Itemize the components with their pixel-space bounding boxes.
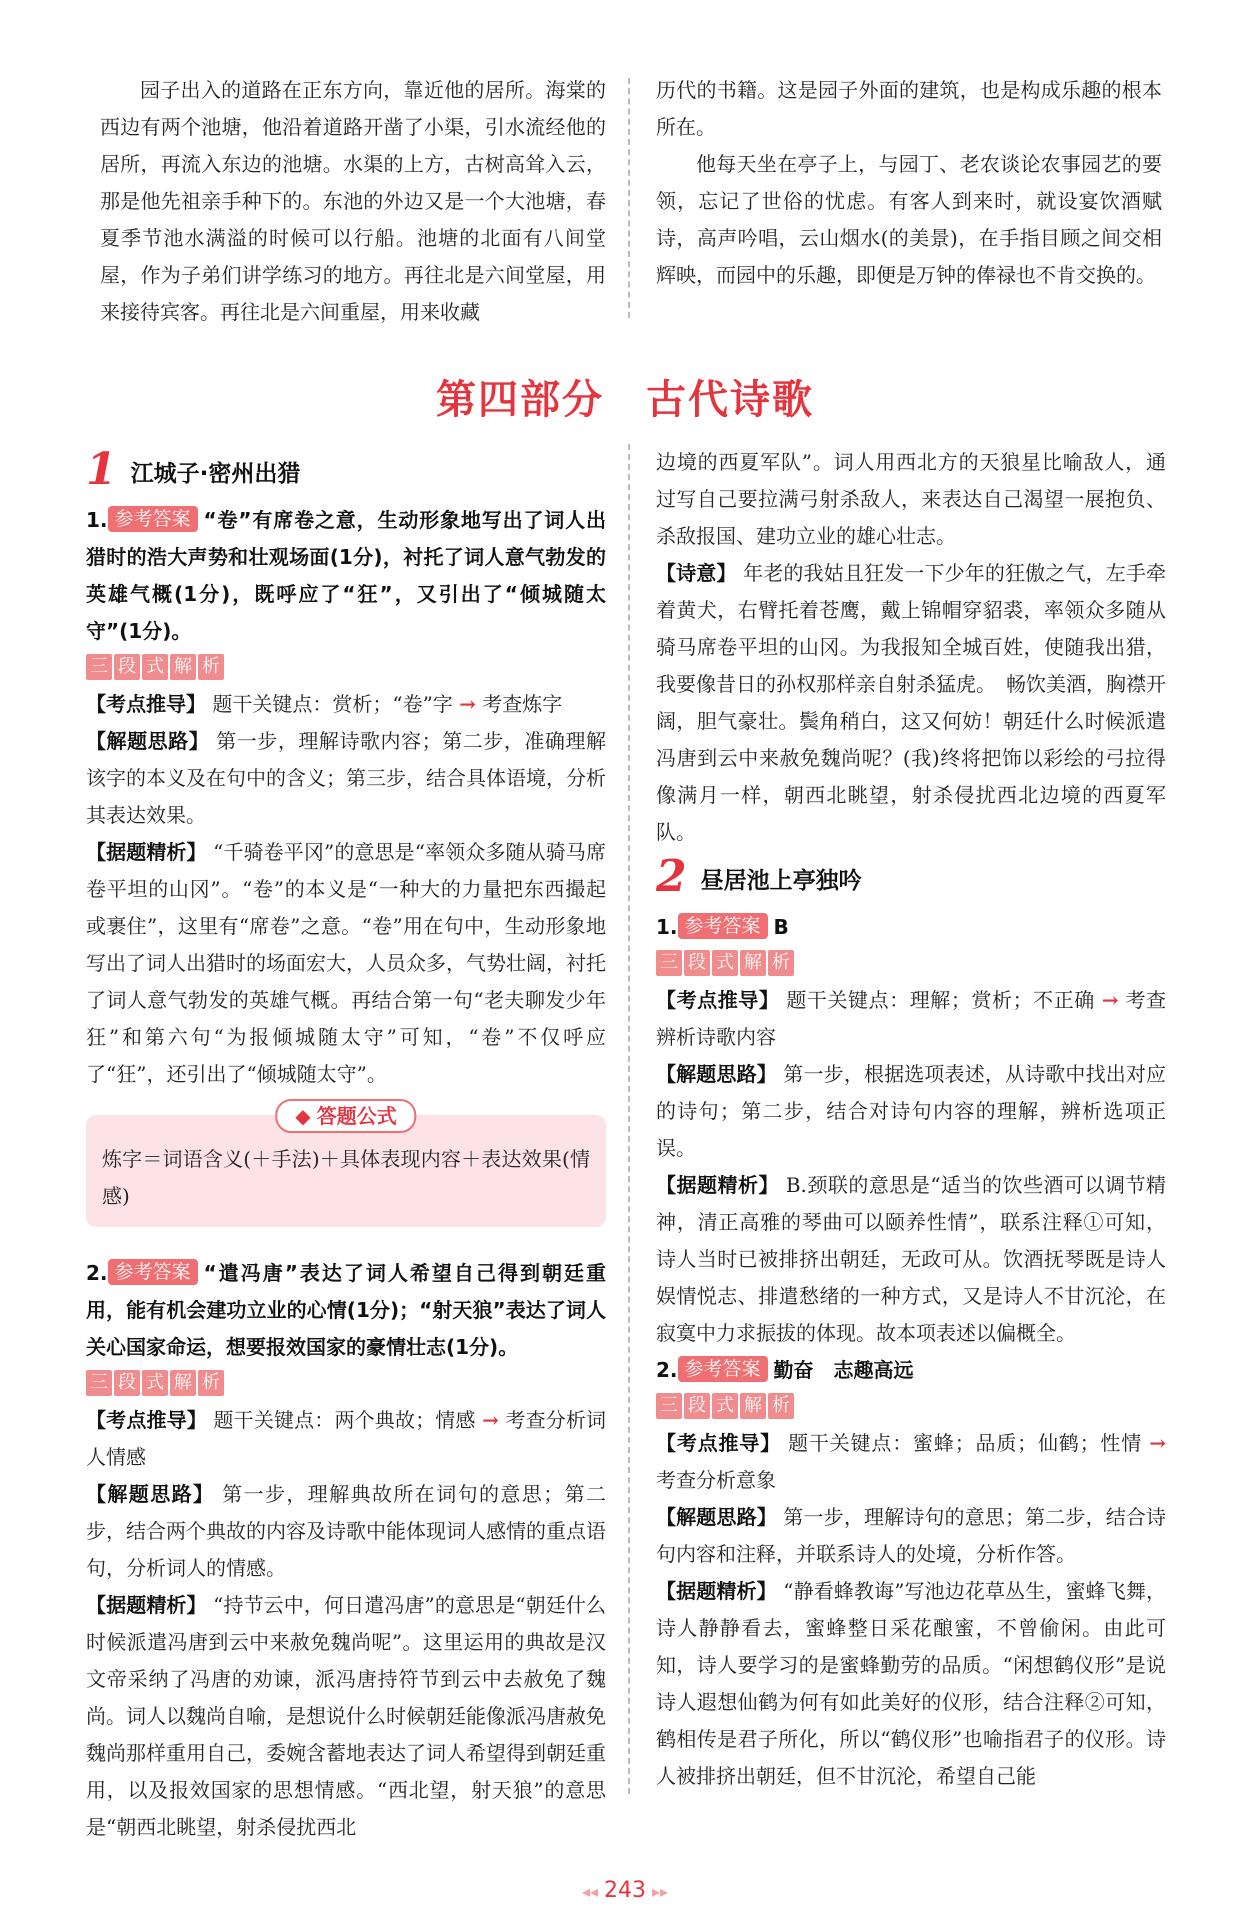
top-right-paragraph-2: 他每天坐在亭子上，与园丁、老农谈论农事园艺的要领，忘记了世俗的忧虑。有客人到来时，就设宴饮酒赋诗，高声吟唱，云山烟水(的美景)，在手指目顾之间交相辉映，而园中的乐趣，即便是万钟的俸禄也不肯交换的。 xyxy=(656,152,1162,287)
kaodian-keypoints: 题干关键点：赏析；“卷”字 xyxy=(212,692,453,716)
s1-q1-answer-text: “卷”有席卷之意，生动形象地写出了词人出猎时的浩大声势和壮观场面(1分)，衬托了词人意气勃发的英雄气概(1分)，既呼应了“狂”，又引出了“倾城随太守”(1分)。 xyxy=(86,508,606,643)
jieti-text: 第一步，理解典故所在词句的意思；第二步，结合两个典故的内容及诗歌中能体现词人感情的重点语句，分析词人的情感。 xyxy=(86,1482,607,1580)
juti-label: 【据题精析】 xyxy=(86,840,207,864)
analysis-badge xyxy=(656,1393,796,1419)
analysis-char: 解 xyxy=(170,654,196,680)
analysis-char: 解 xyxy=(170,1370,196,1396)
s1-q1-juti xyxy=(86,834,606,1093)
arrow-icon: → xyxy=(482,1408,499,1432)
part-title: 第四部分 古代诗歌 xyxy=(436,377,814,423)
top-right-column xyxy=(656,72,1162,294)
arrow-icon: → xyxy=(459,692,476,716)
kaodian-keypoints: 题干关键点：理解；赏析；不正确 xyxy=(786,988,1095,1012)
analysis-char: 三 xyxy=(656,1393,682,1419)
section-1-title: 江城子·密州出猎 xyxy=(130,461,301,487)
analysis-char: 式 xyxy=(712,1393,738,1419)
section-1-number: 1 xyxy=(86,444,117,495)
s1-q2-juti xyxy=(86,1587,606,1846)
juti-label: 【据题精析】 xyxy=(656,1579,777,1603)
s2-q2-answer xyxy=(656,1352,1166,1389)
jieti-text: 第一步，根据选项表述，从诗歌中找出对应的诗句；第二步，结合对诗句内容的理解，辨析选项正误。 xyxy=(656,1062,1167,1160)
s2-q2-number: 2. xyxy=(656,1358,678,1382)
analysis-char: 三 xyxy=(86,654,112,680)
jieti-text: 第一步，理解诗歌内容；第二步，准确理解该字的本义及在句中的含义；第三步，结合具体语境，分析其表达效果。 xyxy=(86,729,607,827)
kaodian-keypoints: 题干关键点：蜜蜂；品质；仙鹤；性情 xyxy=(788,1431,1143,1455)
kaodian-target: 考查辨析诗歌内容 xyxy=(656,988,1167,1049)
juti-label: 【据题精析】 xyxy=(86,1593,207,1617)
s1-q2-answer xyxy=(86,1255,606,1366)
section-1-heading xyxy=(86,444,606,495)
kaodian-target: 考查分析意象 xyxy=(656,1468,776,1492)
reference-answer-tag: 参考答案 xyxy=(678,1356,768,1382)
juti-text: “持节云中，何日遣冯唐”的意思是“朝廷什么时候派遣冯唐到云中来赦免魏尚呢”。这里运用的典故是汉文帝采纳了冯唐的劝谏，派冯唐持符节到云中去赦免了魏尚。词人以魏尚自喻，是想说什么时候朝廷能像派冯唐赦免魏尚那样重用自己，委婉含蓄地表达了词人希望得到朝廷重用，以及报效国家的思想情感。“西北望，射天狼”的意思是“朝西北眺望，射杀侵扰西北 xyxy=(86,1593,606,1839)
s2-q2-jieti xyxy=(656,1499,1166,1573)
s2-q2-answer-text: 勤奋 志趣高远 xyxy=(773,1358,914,1382)
s1-q1-number: 1. xyxy=(86,508,108,532)
analysis-char: 式 xyxy=(712,950,738,976)
juti-text: B.颈联的意思是“适当的饮些酒可以调节精神，清正高雅的琴曲可以颐养性情”，联系注释①可知，诗人当时已被排挤出朝廷，无政可从。饮酒抚琴既是诗人娱情悦志、排遣愁绪的一种方式，又是诗人不甘沉沦，在寂寞中力求振拔的体现。故本项表述以偏概全。 xyxy=(656,1173,1167,1345)
analysis-char: 段 xyxy=(114,654,140,680)
top-right-paragraph-1: 历代的书籍。这是园子外面的建筑，也是构成乐趣的根本所在。 xyxy=(656,78,1162,139)
jieti-label: 【解题思路】 xyxy=(656,1505,777,1529)
analysis-char: 析 xyxy=(768,1393,794,1419)
analysis-badge xyxy=(86,654,226,680)
kaodian-label: 【考点推导】 xyxy=(86,692,206,716)
analysis-char: 析 xyxy=(198,654,224,680)
analysis-char: 式 xyxy=(142,1370,168,1396)
s2-q1-answer-text: B xyxy=(773,915,789,939)
s1-q1-jieti xyxy=(86,723,606,834)
jieti-label: 【解题思路】 xyxy=(656,1062,777,1086)
juti-text: “千骑卷平冈”的意思是“率领众多随从骑马席卷平坦的山冈”。“卷”的本义是“一种大的力量把东西撮起或裹住”，这里有“席卷”之意。“卷”用在句中，生动形象地写出了词人出猎时的场面宏大，人员众多，气势壮阔，衬托了词人意气勃发的英雄气概。再结合第一句“老夫聊发少年狂”和第六句“为报倾城随太守”可知，“卷”不仅呼应了“狂”，还引出了“倾城随太守”。 xyxy=(86,840,606,1086)
formula-text: 炼字＝词语含义(＋手法)＋具体表现内容＋表达效果(情感) xyxy=(102,1147,590,1208)
diamond-icon: ◆ xyxy=(295,1104,311,1128)
reference-answer-tag: 参考答案 xyxy=(108,506,198,532)
answer-formula-box xyxy=(86,1104,606,1227)
section-2-heading xyxy=(656,851,1166,902)
analysis-char: 解 xyxy=(740,1393,766,1419)
s1-q1-answer xyxy=(86,502,606,650)
arrow-icon: → xyxy=(1149,1431,1167,1455)
juti-label: 【据题精析】 xyxy=(656,1173,779,1197)
kaodian-label: 【考点推导】 xyxy=(656,1431,781,1455)
left-column xyxy=(86,444,606,1846)
reference-answer-tag: 参考答案 xyxy=(678,913,768,939)
s1-q1-kaodian xyxy=(86,686,606,723)
s1-q2-jieti xyxy=(86,1476,606,1587)
analysis-char: 式 xyxy=(142,654,168,680)
right-column xyxy=(656,444,1166,1795)
section-2-title: 昼居池上亭独吟 xyxy=(700,868,862,894)
s1-shiyi xyxy=(656,555,1166,851)
top-column-divider xyxy=(628,78,630,318)
s2-q1-juti xyxy=(656,1167,1166,1352)
s2-q1-number: 1. xyxy=(656,915,678,939)
kaodian-target: 考查分析词人情感 xyxy=(86,1408,607,1469)
analysis-char: 三 xyxy=(86,1370,112,1396)
analysis-char: 段 xyxy=(684,1393,710,1419)
reference-answer-tag: 参考答案 xyxy=(108,1259,198,1285)
jieti-label: 【解题思路】 xyxy=(86,729,210,753)
analysis-char: 析 xyxy=(198,1370,224,1396)
s1-q2-kaodian xyxy=(86,1402,606,1476)
page-number-text: 243 xyxy=(604,1878,646,1903)
jieti-label: 【解题思路】 xyxy=(86,1482,215,1506)
s2-q1-jieti xyxy=(656,1056,1166,1167)
s1-q2-number: 2. xyxy=(86,1261,108,1285)
kaodian-label: 【考点推导】 xyxy=(86,1408,207,1432)
s2-q1-answer xyxy=(656,909,1166,946)
s2-q2-juti xyxy=(656,1573,1166,1795)
shiyi-text: 年老的我姑且狂发一下少年的狂傲之气，左手牵着黄犬，右臂托着苍鹰，戴上锦帽穿貂裘，率领众多随从骑马席卷平坦的山冈。为我报知全城百姓，使随我出猎，我要像昔日的孙权那样亲自射杀猛虎。 畅饮美酒，胸襟开阔，胆气豪壮。鬓角稍白，这又何妨！朝廷什么时候派遣冯唐到云中来赦免魏尚呢？(我)终将把饰以彩绘的弓拉得像满月一样，朝西北眺望，射杀侵扰西北边境的西夏军队。 xyxy=(656,561,1167,844)
jieti-text: 第一步，理解诗句的意思；第二步，结合诗句内容和注释，并联系诗人的处境，分析作答。 xyxy=(656,1505,1167,1566)
kaodian-label: 【考点推导】 xyxy=(656,988,780,1012)
analysis-char: 解 xyxy=(740,950,766,976)
top-left-paragraph: 园子出入的道路在正东方向，靠近他的居所。海棠的西边有两个池塘，他沿着道路开凿了小渠，引水流经他的居所，再流入东边的池塘。水渠的上方，古树高耸入云，那是他先祖亲手种下的。东池的外边又是一个大池塘，春夏季节池水满溢的时候可以行船。池塘的北面有八间堂屋，作为子弟们讲学练习的地方。再往北是六间堂屋，用来接待宾客。再往北是六间重屋，用来收藏 xyxy=(100,78,606,324)
s2-q2-kaodian xyxy=(656,1425,1166,1499)
shiyi-label: 【诗意】 xyxy=(656,561,737,585)
arrow-icon: → xyxy=(1101,988,1119,1012)
section-2-number: 2 xyxy=(656,851,687,902)
page-dots-right-icon: ▸▸ xyxy=(652,1882,669,1901)
page-number xyxy=(0,1878,1250,1903)
s1-q2-juti-continued: 边境的西夏军队”。词人用西北方的天狼星比喻敌人，通过写自己要拉满弓射杀敌人，来表达自己渴望一展抱负、杀敌报国、建功立业的雄心壮志。 xyxy=(656,450,1166,548)
formula-title-text: 答题公式 xyxy=(316,1104,397,1128)
juti-text: “静看蜂教诲”写池边花草丛生，蜜蜂飞舞，诗人静静看去，蜜蜂整日采花酿蜜，不曾偷闲。由此可知，诗人要学习的是蜜蜂勤劳的品质。“闲想鹤仪形”是说诗人遐想仙鹤为何有如此美好的仪形，结合注释②可知，鹤相传是君子所化，所以“鹤仪形”也喻指君子的仪形。诗人被排挤出朝廷，但不甘沉沦，希望自己能 xyxy=(656,1579,1167,1788)
analysis-badge xyxy=(86,1370,226,1396)
top-left-column xyxy=(100,72,606,331)
kaodian-target: 考查炼字 xyxy=(482,692,563,716)
formula-title xyxy=(275,1099,416,1133)
s1-q2-answer-text: “遣冯唐”表达了词人希望自己得到朝廷重用，能有机会建功立业的心情(1分)；“射天狼”表达了词人关心国家命运，想要报效国家的豪情壮志(1分)。 xyxy=(86,1261,606,1359)
analysis-badge xyxy=(656,950,796,976)
analysis-char: 段 xyxy=(114,1370,140,1396)
s2-q1-kaodian xyxy=(656,982,1166,1056)
main-column-divider xyxy=(628,444,630,1794)
analysis-char: 段 xyxy=(684,950,710,976)
analysis-char: 析 xyxy=(768,950,794,976)
kaodian-keypoints: 题干关键点：两个典故；情感 xyxy=(213,1408,476,1432)
page-dots-left-icon: ◂◂ xyxy=(581,1882,598,1901)
analysis-char: 三 xyxy=(656,950,682,976)
